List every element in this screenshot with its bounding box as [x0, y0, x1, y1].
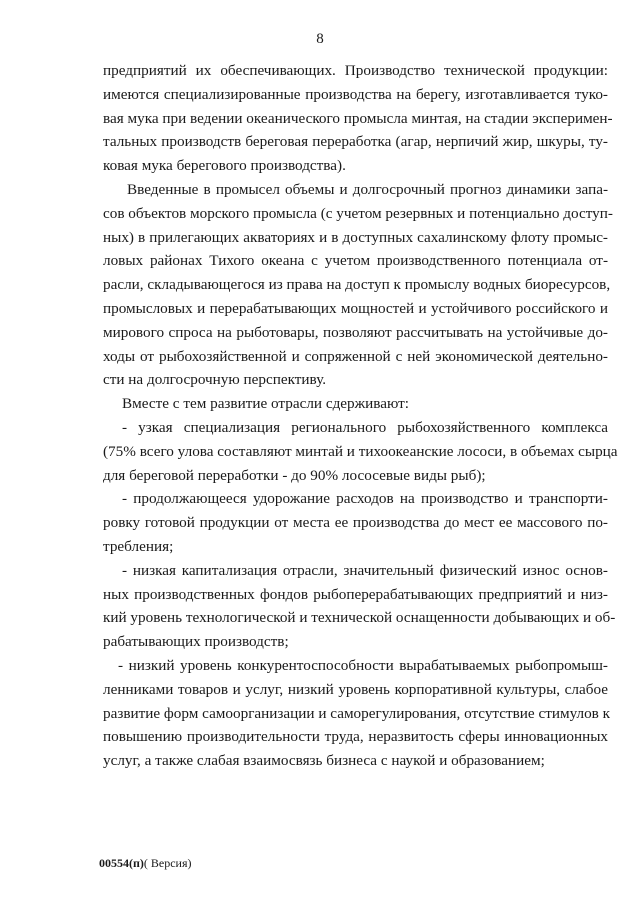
text-line: рабатывающих производств;: [103, 633, 289, 651]
text-line: для береговой переработки - до 90% лососевые виды рыб);: [103, 466, 486, 484]
text-line: Вместе с тем развитие отрасли сдерживают:: [122, 395, 409, 413]
text-line: ровку готовой продукции от места ее производства до мест ее массового по-: [103, 514, 608, 532]
text-line: сти на долгосрочную перспективу.: [103, 371, 327, 389]
text-line: - низкая капитализация отрасли, значительный физический износ основ-: [122, 561, 608, 579]
text-line: услуг, а также слабая взаимосвязь бизнеса с наукой и образованием;: [103, 752, 545, 770]
document-footer: [99, 856, 192, 871]
text-line: расли, складывающегося из права на доступ к промыслу водных биоресурсов,: [103, 276, 611, 294]
text-line: ленниками товаров и услуг, низкий уровень корпоративной культуры, слабое: [103, 680, 608, 698]
document-code: 00554(п): [99, 856, 144, 870]
text-line: - продолжающееся удорожание расходов на производство и транспорти-: [122, 490, 608, 508]
text-line: Введенные в промысел объемы и долгосрочный прогноз динамики запа-: [127, 180, 608, 198]
text-line: - узкая специализация регионального рыбохозяйственного комплекса: [122, 418, 608, 436]
text-line: требления;: [103, 537, 174, 555]
text-line: повышению производительности труда, неразвитость сферы инновационных: [103, 728, 608, 746]
text-line: ходы от рыбохозяйственной и сопряженной с ней экономической деятельно-: [103, 347, 608, 365]
page-number: 8: [316, 31, 324, 47]
text-line: ных производственных фондов рыбоперерабатывающих предприятий и низ-: [103, 585, 608, 603]
text-line: ных) в прилегающих акваториях и в доступных сахалинскому флоту промыс-: [103, 228, 608, 246]
text-line: кий уровень технологической и технической оснащенности добывающих и об-: [103, 609, 616, 627]
text-line: развитие форм самоорганизации и саморегулирования, отсутствие стимулов к: [103, 704, 611, 722]
text-line: (75% всего улова составляют минтай и тихоокеанские лососи, в объемах сырца: [103, 442, 618, 460]
text-line: мирового спроса на рыботовары, позволяют рассчитывать на устойчивые до-: [103, 323, 608, 341]
text-line: тальных производств береговая переработка (агар, нерпичий жир, шкуры, ту-: [103, 133, 608, 151]
text-line: ловых районах Тихого океана с учетом производственного потенциала от-: [103, 252, 608, 270]
text-line: ковая мука берегового производства).: [103, 157, 346, 175]
document-version: ( Версия): [143, 856, 192, 870]
text-line: сов объектов морского промысла (с учетом резервных и потенциально доступ-: [103, 204, 613, 222]
text-line: предприятий их обеспечивающих. Производство технической продукции:: [103, 62, 608, 79]
text-line: имеются специализированные производства на берегу, изготавливается туко-: [103, 85, 608, 103]
document-body: [103, 59, 618, 773]
text-line: промысловых и перерабатывающих мощностей и устойчивого российского и: [103, 299, 608, 317]
text-line: вая мука при ведении океанического промысла минтая, на стадии эксперимен-: [103, 109, 613, 127]
text-line: - низкий уровень конкурентоспособности вырабатываемых рыбопромыш-: [118, 656, 608, 674]
